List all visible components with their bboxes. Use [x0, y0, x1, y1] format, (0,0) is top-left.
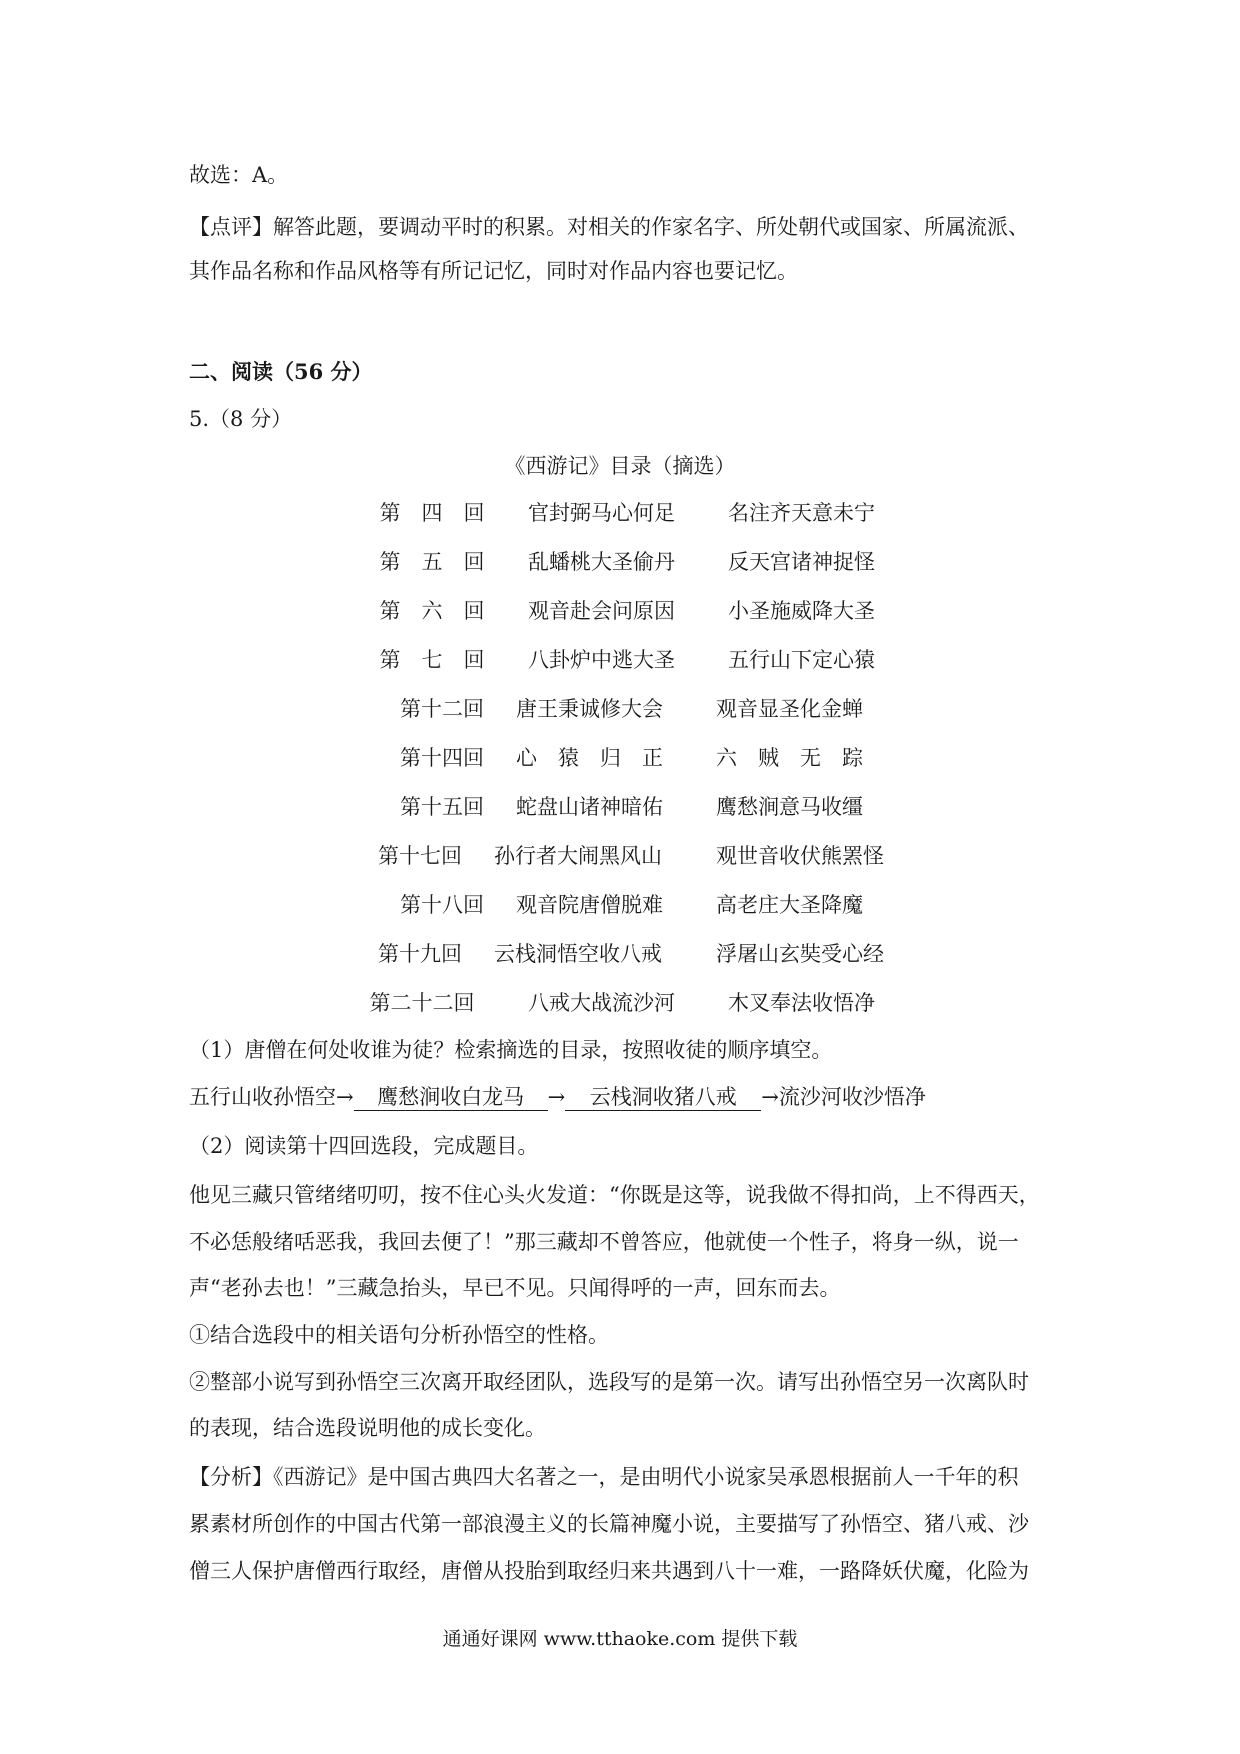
sub-question-2: （2）阅读第十四回选段，完成题目。 [189, 1134, 539, 1158]
toc-couplet-first: 蛇盘山诸神暗佑 [516, 795, 663, 819]
toc-row [0, 743, 1240, 773]
analysis-line-2: 累素材所创作的中国古代第一部浪漫主义的长篇神魔小说，主要描写了孙悟空、猪八戒、沙 [189, 1512, 1029, 1536]
toc-couplet-second: 观音显圣化金蝉 [716, 697, 863, 721]
toc-row [0, 939, 1240, 969]
excerpt-line-3: 声“老孙去也！”三藏急抬头，早已不见。只闻得呼的一声，回东而去。 [189, 1276, 841, 1300]
toc-couplet-first: 观音院唐僧脱难 [516, 893, 663, 917]
answer-blank-2: 云栈洞收猪八戒 [565, 1084, 761, 1111]
toc-couplet-first: 孙行者大闹黑风山 [494, 844, 662, 868]
toc-couplet-first: 八卦炉中逃大圣 [528, 648, 675, 672]
sub-question-1: （1）唐僧在何处收谁为徒？检索摘选的目录，按照收徒的顺序填空。 [189, 1038, 833, 1062]
toc-couplet-first: 八戒大战流沙河 [528, 991, 675, 1015]
toc-row [0, 890, 1240, 920]
analysis-line-1: 【分析】《西游记》是中国古典四大名著之一，是由明代小说家吴承恩根据前人一千年的积 [189, 1465, 1019, 1489]
toc-row [0, 792, 1240, 822]
toc-couplet-second: 五行山下定心猿 [728, 648, 875, 672]
toc-couplet-second: 木叉奉法收悟净 [728, 991, 875, 1015]
answer-line: 故选：A。 [189, 163, 289, 187]
toc-chapter-number: 第十八回 [400, 893, 484, 917]
excerpt-line-2: 不必恁般绪咶恶我，我回去便了！”那三藏却不曾答应，他就使一个性子，将身一纵，说一 [189, 1230, 1019, 1254]
excerpt-line-1: 他见三藏只管绪绪叨叨，按不住心头火发道：“你既是这等，说我做不得扣尚，上不得西天， [189, 1183, 1040, 1207]
page-footer: 通通好课网 www.tthaoke.com 提供下载 [442, 1628, 798, 1650]
toc-row [0, 498, 1240, 528]
analysis-line-3: 僧三人保护唐僧西行取经，唐僧从投胎到取经归来共遇到八十一难，一路降妖伏魔，化险为 [189, 1559, 1029, 1583]
toc-chapter-number: 第二十二回 [369, 991, 475, 1015]
toc-couplet-first: 心 猿 归 正 [516, 746, 663, 770]
toc-row [0, 596, 1240, 626]
toc-couplet-first: 云栈洞悟空收八戒 [494, 942, 662, 966]
section-heading: 二、阅读（56 分） [189, 359, 373, 384]
toc-couplet-second: 小圣施威降大圣 [728, 599, 875, 623]
answer-blank-1: 鹰愁涧收白龙马 [354, 1084, 548, 1111]
toc-chapter-number: 第十四回 [400, 746, 484, 770]
toc-row [0, 694, 1240, 724]
question-number: 5.（8 分） [189, 407, 293, 431]
toc-chapter-number: 第 七 回 [379, 648, 485, 672]
sub-item-2-line-2: 的表现，结合选段说明他的成长变化。 [189, 1416, 546, 1440]
sub-item-2-line-1: ②整部小说写到孙悟空三次离开取经团队，选段写的是第一次。请写出孙悟空另一次离队时 [189, 1370, 1029, 1394]
toc-row [0, 988, 1240, 1018]
toc-title: 《西游记》目录（摘选） [504, 454, 736, 478]
toc-chapter-number: 第十七回 [378, 844, 462, 868]
comment-line-1: 【点评】解答此题，要调动平时的积累。对相关的作家名字、所处朝代或国家、所属流派、 [189, 215, 1029, 239]
toc-couplet-first: 唐王秉诚修大会 [516, 697, 663, 721]
toc-couplet-second: 观世音收伏熊罴怪 [716, 844, 884, 868]
toc-chapter-number: 第 四 回 [379, 501, 485, 525]
answer-end: →流沙河收沙悟净 [761, 1085, 926, 1109]
toc-couplet-first: 乱蟠桃大圣偷丹 [528, 550, 675, 574]
comment-line-2: 其作品名称和作品风格等有所记记忆，同时对作品内容也要记忆。 [189, 259, 798, 283]
toc-chapter-number: 第 六 回 [379, 599, 485, 623]
answer-arrow: → [547, 1085, 566, 1109]
toc-row [0, 841, 1240, 871]
toc-couplet-second: 浮屠山玄奘受心经 [716, 942, 884, 966]
toc-couplet-first: 官封弼马心何足 [528, 501, 675, 525]
toc-row [0, 645, 1240, 675]
answer-start: 五行山收孙悟空→ [189, 1085, 354, 1109]
toc-couplet-second: 高老庄大圣降魔 [716, 893, 863, 917]
sub-item-1: ①结合选段中的相关语句分析孙悟空的性格。 [189, 1323, 609, 1347]
toc-couplet-second: 反天宫诸神捉怪 [728, 550, 875, 574]
fill-in-answer-line [189, 1082, 926, 1112]
toc-couplet-first: 观音赴会问原因 [528, 599, 675, 623]
toc-couplet-second: 名注齐天意未宁 [728, 501, 875, 525]
toc-chapter-number: 第十五回 [400, 795, 484, 819]
toc-chapter-number: 第十二回 [400, 697, 484, 721]
toc-couplet-second: 鹰愁涧意马收缰 [716, 795, 863, 819]
toc-couplet-second: 六 贼 无 踪 [716, 746, 863, 770]
toc-chapter-number: 第 五 回 [379, 550, 485, 574]
toc-row [0, 547, 1240, 577]
toc-chapter-number: 第十九回 [378, 942, 462, 966]
